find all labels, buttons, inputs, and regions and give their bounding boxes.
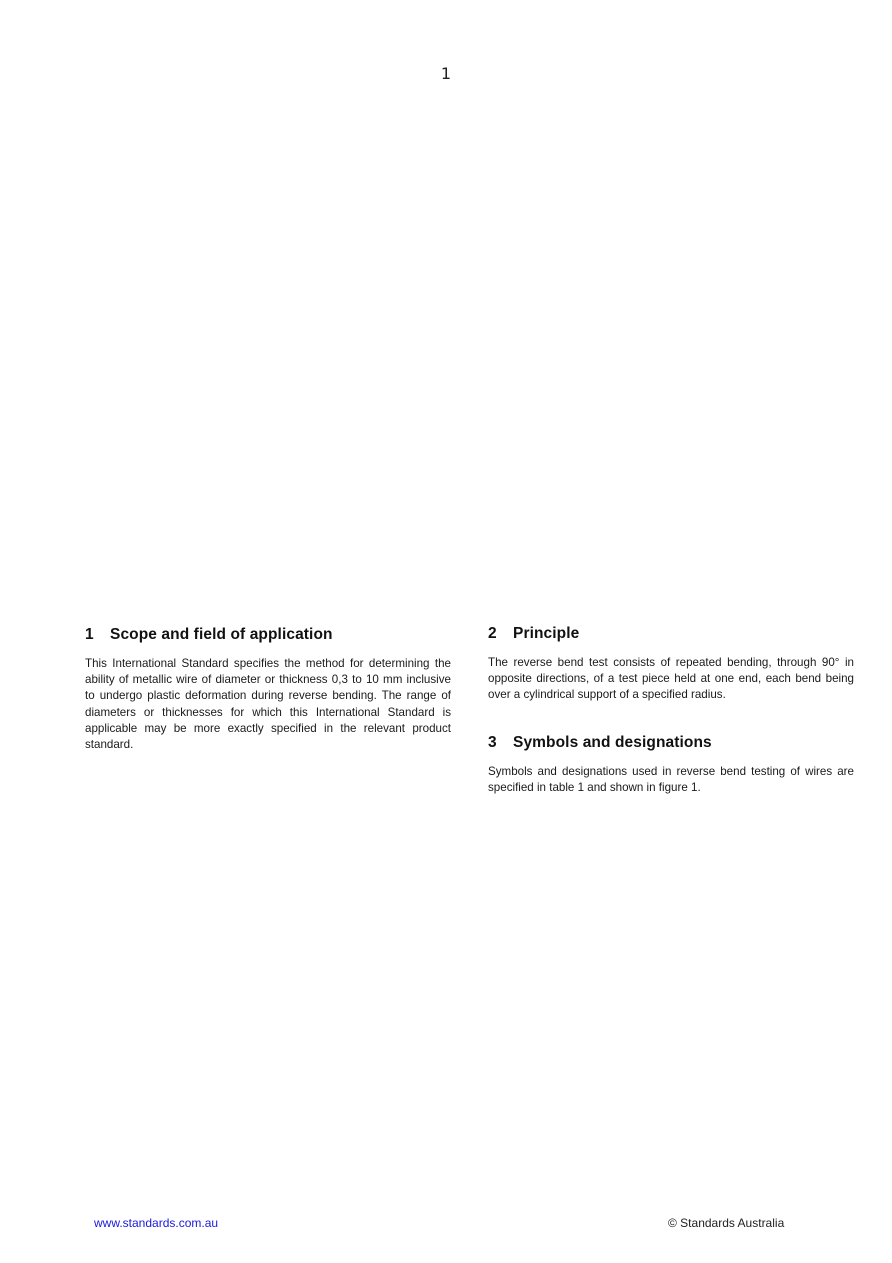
- section-title: Scope and field of application: [110, 626, 333, 643]
- section-heading: [488, 734, 854, 752]
- section-body: Symbols and designations used in reverse bend testing of wires are specified in table 1 and shown in figure 1.: [488, 764, 854, 794]
- section-body: The reverse bend test consists of repeated bending, through 90° in opposite directions, of a test piece held at one end, each bend being over a cylindrical support of a specified radius.: [488, 656, 854, 702]
- section-symbols: [488, 734, 854, 796]
- page-number: 1: [440, 64, 452, 83]
- right-column: [488, 625, 854, 796]
- section-heading: [85, 626, 451, 644]
- footer-copyright: © Standards Australia: [668, 1216, 785, 1230]
- left-column: [85, 626, 451, 753]
- section-title: Symbols and designations: [513, 733, 712, 751]
- section-number: 1: [85, 626, 94, 643]
- section-number: 2: [488, 625, 497, 642]
- section-heading: [488, 625, 854, 643]
- section-number: 3: [488, 733, 497, 751]
- section-title: Principle: [513, 625, 580, 642]
- section-scope: [85, 626, 451, 753]
- section-principle: [488, 625, 854, 704]
- section-body: This International Standard specifies the method for determining the ability of metallic wire of diameter or thickness 0,3 to 10 mm inclusive to undergo plastic deformation during reverse bending. The range of diameters or thicknesses for which this International Standard is applicable may be more exactly specified in the relevant product standard.: [85, 657, 451, 752]
- footer-website-link[interactable]: www.standards.com.au: [94, 1216, 219, 1230]
